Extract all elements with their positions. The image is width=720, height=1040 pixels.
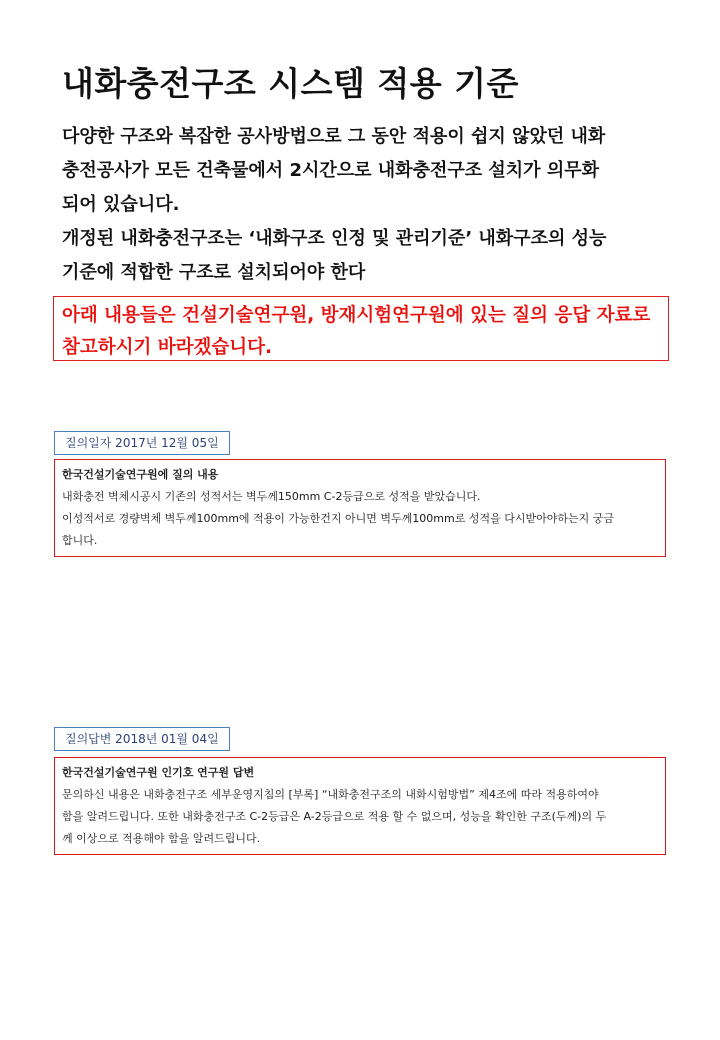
question-heading: 한국건설기술연구원에 질의 내용 [62,468,219,481]
intro-line: 되어 있습니다. [62,194,180,215]
intro-line: 충전공사가 모든 건축물에서 2시간으로 내화충전구조 설치가 의무화 [62,160,599,181]
question-box [54,459,666,557]
answer-line: 함을 알려드립니다. 또한 내화충전구조 C-2등급은 A-2등급으로 적용 할 수 없으며, 성능을 확인한 구조(두께)의 두 [62,810,607,823]
answer-date-tag: 질의답변 2018년 01월 04일 [54,727,230,751]
intro-line: 기준에 적합한 구조로 설치되어야 한다 [62,262,366,283]
intro-line: 다양한 구조와 복잡한 공사방법으로 그 동안 적용이 쉽지 않았던 내화 [62,126,606,147]
answer-heading: 한국건설기술연구원 인기호 연구원 답변 [62,766,255,779]
intro-paragraph [62,120,682,290]
question-date-tag: 질의일자 2017년 12월 05일 [54,431,230,455]
question-line: 내화충전 벽체시공시 기존의 성적서는 벽두께150mm C-2등급으로 성적을 받았습니다. [62,490,481,503]
notice-box [53,296,669,361]
question-line: 이성적서로 경량벽체 벽두께100mm에 적용이 가능한건지 아니면 벽두께100mm로 성적을 다시받아야하는지 궁금 [62,512,614,525]
question-line: 합니다. [62,534,98,547]
notice-line: 아래 내용들은 건설기술연구원, 방재시험연구원에 있는 질의 응답 자료로 [62,305,651,326]
intro-line: 개정된 내화충전구조는 ‘내화구조 인정 및 관리기준’ 내화구조의 성능 [62,228,607,249]
answer-line: 문의하신 내용은 내화충전구조 세부운영지침의 [부록] “내화충전구조의 내화시험방법” 제4조에 따라 적용하여야 [62,788,599,801]
answer-line: 께 이상으로 적용해야 함을 알려드립니다. [62,832,261,845]
notice-line: 참고하시기 바라겠습니다. [62,337,273,358]
answer-box [54,757,666,855]
page-title: 내화충전구조 시스템 적용 기준 [62,64,519,103]
